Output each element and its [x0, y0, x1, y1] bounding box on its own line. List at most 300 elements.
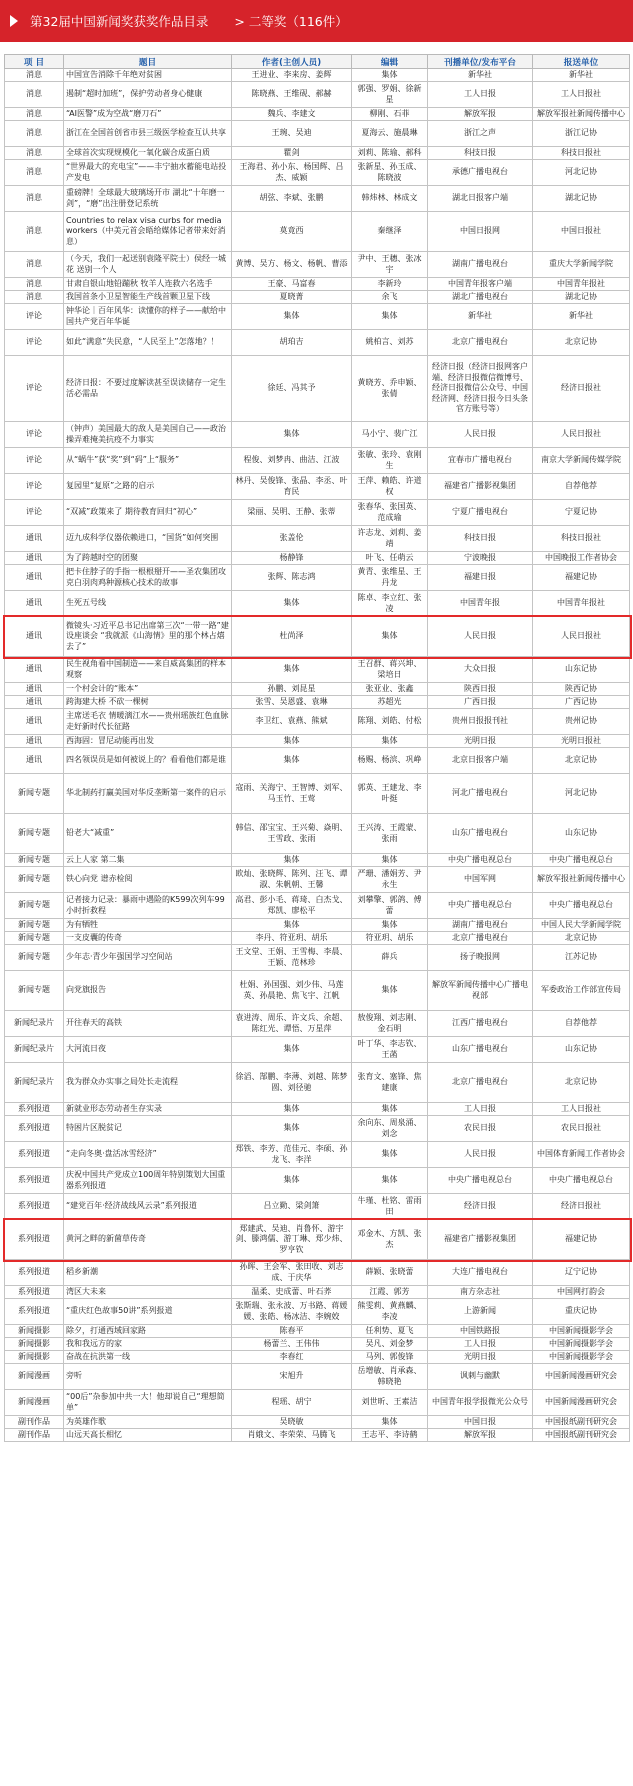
cell-editors: 邓金木、方凯、张杰 [352, 1220, 428, 1260]
cell-title: 开往春天的高铁 [64, 1011, 232, 1037]
cell-authors: 集体 [232, 919, 352, 932]
table-row [5, 709, 630, 735]
table-row [5, 108, 630, 121]
cell-submitter: 解放军报社新闻传播中心 [533, 867, 630, 893]
cell-publisher: 农民日报 [428, 1116, 533, 1142]
cell-category: 新闻专题 [5, 867, 64, 893]
cell-publisher: 承德广播电视台 [428, 160, 533, 186]
cell-publisher: 中央广播电视总台 [428, 854, 533, 867]
cell-submitter: 山东记协 [533, 814, 630, 854]
cell-authors: 韩信、邵宝宝、王兴菊、焱明、王雪政、张雨 [232, 814, 352, 854]
cell-submitter: 北京记协 [533, 330, 630, 356]
cell-submitter: 中国青年报社 [533, 278, 630, 291]
table-row [5, 696, 630, 709]
cell-authors: 陈晓燕、王维砚、郝赫 [232, 82, 352, 108]
cell-publisher: 科技日报 [428, 147, 533, 160]
table-row [5, 291, 630, 304]
cell-publisher: 新华社 [428, 304, 533, 330]
cell-editors: 张春华、张国英、范成瑜 [352, 500, 428, 526]
table-row [5, 121, 630, 147]
table-row [5, 1037, 630, 1063]
cell-publisher: 经济日报 [428, 1194, 533, 1220]
cell-authors: 夏晓菁 [232, 291, 352, 304]
cell-authors: 吴晓敏 [232, 1416, 352, 1429]
cell-editors: 集体 [352, 1103, 428, 1116]
table-row [5, 1390, 630, 1416]
cell-authors: 徐滔、郜鹏、李薄、刘越、陈梦圆、刘径驰 [232, 1063, 352, 1103]
cell-category: 新闻专题 [5, 932, 64, 945]
cell-title: 为有牺牲 [64, 919, 232, 932]
table-row [5, 1286, 630, 1299]
cell-publisher: 广西日报 [428, 696, 533, 709]
cell-publisher: 中央广播电视总台 [428, 1168, 533, 1194]
cell-title: 复园里“复原”之路的启示 [64, 474, 232, 500]
cell-editors: 集体 [352, 971, 428, 1011]
table-row [5, 814, 630, 854]
cell-authors: 李丹、符亚玥、胡乐 [232, 932, 352, 945]
cell-editors: 许志龙、刘莉、姜靖 [352, 526, 428, 552]
table-row [5, 82, 630, 108]
cell-title: 从“蜗牛”获“奖”到“码”上“服务” [64, 448, 232, 474]
cell-authors: 集体 [232, 1037, 352, 1063]
cell-publisher: 解放军报 [428, 108, 533, 121]
cell-category: 新闻专题 [5, 893, 64, 919]
cell-publisher: 山东广播电视台 [428, 1037, 533, 1063]
cell-title: 旁听 [64, 1364, 232, 1390]
cell-publisher: 上游新闻 [428, 1299, 533, 1325]
cell-authors: 欧灿、张晓辉、陈列、汪飞、谭淑、朱帆朝、王馨 [232, 867, 352, 893]
table-row [5, 330, 630, 356]
cell-submitter: 山东记协 [533, 657, 630, 683]
cell-editors: 叶飞、任萌云 [352, 552, 428, 565]
table-row [5, 1011, 630, 1037]
cell-submitter: 广西记协 [533, 696, 630, 709]
cell-authors: 郑铁、李芳、范佳元、李硕、孙龙飞、李洋 [232, 1142, 352, 1168]
cell-authors: 王进业、李来房、姜辉 [232, 69, 352, 82]
cell-category: 新闻摄影 [5, 1351, 64, 1364]
table-row [5, 1103, 630, 1116]
cell-editors: 郭强、罗娟、徐新星 [352, 82, 428, 108]
cell-authors: 袁进涛、周乐、许文兵、余超、陈红光、谭悟、万星萍 [232, 1011, 352, 1037]
header-publisher: 刊播单位/发布平台 [428, 55, 533, 69]
table-row [5, 252, 630, 278]
cell-publisher: 人民日报 [428, 1142, 533, 1168]
cell-category: 副刊作品 [5, 1416, 64, 1429]
cell-editors: 柳刚、石菲 [352, 108, 428, 121]
cell-category: 副刊作品 [5, 1429, 64, 1442]
cell-category: 通讯 [5, 709, 64, 735]
cell-title: 山远天高长相忆 [64, 1429, 232, 1442]
cell-submitter: 中国报纸副刊研究会 [533, 1429, 630, 1442]
cell-editors: 陈卓、李立红、张凌 [352, 591, 428, 617]
cell-category: 系列报道 [5, 1142, 64, 1168]
cell-editors: 刘攀擎、郭鸽、傅蕾 [352, 893, 428, 919]
table-row [5, 893, 630, 919]
cell-title: 铅老大“减重” [64, 814, 232, 854]
cell-category: 评论 [5, 448, 64, 474]
cell-category: 消息 [5, 108, 64, 121]
cell-title: （今天，我们一起送别袁隆平院士）侯经一城花 送别一个人 [64, 252, 232, 278]
cell-title: 华北制药打赢美国对华反垄断第一案件的启示 [64, 774, 232, 814]
cell-editors: 陈翔、刘皓、付松 [352, 709, 428, 735]
cell-publisher: 湖北日报客户端 [428, 186, 533, 212]
cell-category: 新闻专题 [5, 814, 64, 854]
cell-authors: 程俊、刘梦冉、曲洁、江波 [232, 448, 352, 474]
cell-publisher: 宁夏广播电视台 [428, 500, 533, 526]
cell-title: 铁心向党 谱赤检阅 [64, 867, 232, 893]
cell-editors: 叶丁华、李志钦、王菡 [352, 1037, 428, 1063]
cell-category: 评论 [5, 330, 64, 356]
cell-title: （钟声）美国最大的敌人是美国自己——政治操弄难掩美抗疫不力事实 [64, 422, 232, 448]
cell-submitter: 湖北记协 [533, 291, 630, 304]
cell-publisher: 湖北广播电视台 [428, 291, 533, 304]
cell-publisher: 大连广播电视台 [428, 1260, 533, 1286]
cell-authors: 胡珀吉 [232, 330, 352, 356]
cell-title: 湾区大未来 [64, 1286, 232, 1299]
cell-publisher: 科技日报 [428, 526, 533, 552]
cell-title: 遏制“超时加班”，保护劳动者身心健康 [64, 82, 232, 108]
cell-authors: 集体 [232, 1103, 352, 1116]
cell-title: Countries to relax visa curbs for media workers（中美元首会晤给媒体记者带来好消息） [64, 212, 232, 252]
cell-editors: 敖俊翔、刘志刚、金石明 [352, 1011, 428, 1037]
table-row [5, 147, 630, 160]
cell-submitter: 河北记协 [533, 774, 630, 814]
cell-category: 评论 [5, 500, 64, 526]
cell-submitter: 湖北记协 [533, 186, 630, 212]
cell-authors: 胡弦、李斌、张鹏 [232, 186, 352, 212]
cell-title: 如此“满意”失民意，“人民至上”怎落地？！ [64, 330, 232, 356]
triangle-icon [10, 15, 18, 27]
cell-editors: 余向东、周泉涌、刘念 [352, 1116, 428, 1142]
cell-publisher: 河北广播电视台 [428, 774, 533, 814]
cell-editors: 集体 [352, 1168, 428, 1194]
table-row [5, 1429, 630, 1442]
banner-title: 第32届中国新闻奖获奖作品目录 [30, 14, 209, 29]
cell-submitter: 宁夏记协 [533, 500, 630, 526]
cell-editors: 尹中、王穗、张冰宇 [352, 252, 428, 278]
cell-category: 通讯 [5, 748, 64, 774]
cell-editors: 郭英、王建龙、李叶挺 [352, 774, 428, 814]
cell-publisher: 中国青年报学报微光公众号 [428, 1390, 533, 1416]
cell-editors: 熊雯莉、黄燕麟、李凌 [352, 1299, 428, 1325]
table-row [5, 735, 630, 748]
cell-title: 主席送毛衣 情暖漓江水——贵州瑶族红色血脉走好新时代长征路 [64, 709, 232, 735]
cell-submitter: 人民日报社 [533, 422, 630, 448]
table-row [5, 186, 630, 212]
cell-submitter: 中国网打韵会 [533, 1286, 630, 1299]
cell-category: 新闻纪录片 [5, 1011, 64, 1037]
cell-category: 消息 [5, 82, 64, 108]
cell-publisher: 工人日报 [428, 82, 533, 108]
cell-title: “建党百年·经济战线风云录”系列报道 [64, 1194, 232, 1220]
table-row [5, 1351, 630, 1364]
cell-publisher: 宜春市广播电视台 [428, 448, 533, 474]
cell-authors: 集体 [232, 422, 352, 448]
cell-category: 通讯 [5, 552, 64, 565]
cell-publisher: 工人日报 [428, 1338, 533, 1351]
cell-editors: 张育文、塞锋、焦建康 [352, 1063, 428, 1103]
cell-authors: 李春红 [232, 1351, 352, 1364]
cell-editors: 余飞 [352, 291, 428, 304]
cell-title: 微镜头·习近平总书记出席第三次“一带一路”建设座谈会 “我就派《山海情》里的那个林占熺去了” [64, 617, 232, 657]
cell-category: 新闻专题 [5, 774, 64, 814]
cell-editors: 任利势、夏飞 [352, 1325, 428, 1338]
table-row [5, 932, 630, 945]
cell-category: 系列报道 [5, 1116, 64, 1142]
cell-title: 生死五号线 [64, 591, 232, 617]
cell-category: 消息 [5, 252, 64, 278]
cell-editors: 集体 [352, 735, 428, 748]
cell-publisher: 北京广播电视台 [428, 330, 533, 356]
cell-authors: 王豪、马富春 [232, 278, 352, 291]
cell-category: 评论 [5, 422, 64, 448]
cell-authors: 王文堂、王娟、王雪梅、李晨、王颖、范林珍 [232, 945, 352, 971]
cell-editors: 刘世昕、王素洁 [352, 1390, 428, 1416]
cell-authors: 寇雨、关海宁、王智博、刘军、马玉竹、王莺 [232, 774, 352, 814]
cell-authors: 集体 [232, 1116, 352, 1142]
cell-submitter: 中央广播电视总台 [533, 854, 630, 867]
cell-title: “世界最大的充电宝”——丰宁抽水蓄能电站投产发电 [64, 160, 232, 186]
cell-category: 系列报道 [5, 1286, 64, 1299]
cell-publisher: 中国铁路报 [428, 1325, 533, 1338]
cell-title: 四名领误员是如何被说上的？看看他们都是谁 [64, 748, 232, 774]
cell-authors: 王琬、吴迪 [232, 121, 352, 147]
cell-submitter: 经济日报社 [533, 1194, 630, 1220]
cell-editors: 集体 [352, 854, 428, 867]
cell-editors: 集体 [352, 617, 428, 657]
table-row [5, 304, 630, 330]
cell-editors: 黄青、张维星、王丹龙 [352, 565, 428, 591]
table-row [5, 919, 630, 932]
table-row [5, 474, 630, 500]
cell-editors: 韩炜林、林成文 [352, 186, 428, 212]
cell-editors: 王萍、赖皓、许道权 [352, 474, 428, 500]
cell-submitter: 中国人民大学新闻学院 [533, 919, 630, 932]
cell-editors: 集体 [352, 1416, 428, 1429]
cell-authors: 徐廷、冯其予 [232, 356, 352, 422]
cell-submitter: 新华社 [533, 69, 630, 82]
cell-title: 我为群众办实事之局处长走流程 [64, 1063, 232, 1103]
cell-category: 新闻纪录片 [5, 1063, 64, 1103]
cell-editors: 薛兵 [352, 945, 428, 971]
cell-category: 消息 [5, 291, 64, 304]
cell-title: 民生视角看中国制造——来自威高集团的样本观察 [64, 657, 232, 683]
cell-publisher: 中国日报网 [428, 212, 533, 252]
cell-title: 我国首条小卫星智能生产线首颗卫星下线 [64, 291, 232, 304]
table-row [5, 278, 630, 291]
cell-submitter: 河北记协 [533, 160, 630, 186]
cell-category: 通讯 [5, 735, 64, 748]
cell-category: 消息 [5, 278, 64, 291]
cell-editors: 张亚业、张鑫 [352, 683, 428, 696]
cell-authors: 集体 [232, 1168, 352, 1194]
cell-publisher: 人民日报 [428, 617, 533, 657]
cell-authors: 王海君、孙小东、杨国辉、吕杰、威颖 [232, 160, 352, 186]
cell-publisher: 新华社 [428, 69, 533, 82]
cell-submitter: 中央广播电视总台 [533, 893, 630, 919]
cell-category: 系列报道 [5, 1299, 64, 1325]
cell-title: 庆祝中国共产党成立100周年特别策划大国重器系列报道 [64, 1168, 232, 1194]
cell-submitter: 中国晚报工作者协会 [533, 552, 630, 565]
cell-publisher: 湖南广播电视台 [428, 919, 533, 932]
cell-title: 迈九成科学仪器依赖进口，“国货”如何突围 [64, 526, 232, 552]
cell-category: 通讯 [5, 565, 64, 591]
table-row [5, 565, 630, 591]
cell-title: 全球首次实现规模化一氧化碳合成蛋白质 [64, 147, 232, 160]
cell-submitter: 贵州记协 [533, 709, 630, 735]
cell-publisher: 经济日报（经济日报网客户端、经济日报微信微博号、经济日报微信公众号、中国经济网、经济日报今日头条官方账号等） [428, 356, 533, 422]
table-row [5, 212, 630, 252]
cell-publisher: 北京日报客户端 [428, 748, 533, 774]
cell-authors: 集体 [232, 304, 352, 330]
cell-title: 稻乡新潮 [64, 1260, 232, 1286]
cell-title: “00后”杂参加中共一大！他却说自己“理想简单” [64, 1390, 232, 1416]
cell-editors: 吴凡、刘金梦 [352, 1338, 428, 1351]
cell-editors: 黄晓芳、乔申颖、张倩 [352, 356, 428, 422]
table-row [5, 1299, 630, 1325]
cell-publisher: 工人日报 [428, 1103, 533, 1116]
table-row [5, 774, 630, 814]
cell-category: 新闻专题 [5, 945, 64, 971]
table-row [5, 356, 630, 422]
cell-publisher: 南方杂志社 [428, 1286, 533, 1299]
table-row [5, 1116, 630, 1142]
page-banner [0, 0, 633, 42]
cell-editors: 王志平、李诗鹤 [352, 1429, 428, 1442]
cell-editors: 苏超光 [352, 696, 428, 709]
cell-category: 消息 [5, 186, 64, 212]
table-row [5, 1416, 630, 1429]
table-row [5, 617, 630, 657]
table-row [5, 69, 630, 82]
cell-title: 重磅牌！全球最大玻璃场开市 湖北“十年磨一剑”，“磨”出注册登记系统 [64, 186, 232, 212]
cell-authors: 集体 [232, 735, 352, 748]
cell-title: 向党旗报告 [64, 971, 232, 1011]
table-row [5, 1338, 630, 1351]
cell-authors: 张辉、陈志鸿 [232, 565, 352, 591]
cell-submitter: 福建记协 [533, 1220, 630, 1260]
cell-title: 记者接力记录：暴雨中遇险的K599次列车99小时折救程 [64, 893, 232, 919]
cell-publisher: 中国青年报 [428, 591, 533, 617]
cell-title: 少年志·青少年强国学习空间站 [64, 945, 232, 971]
cell-category: 新闻漫画 [5, 1364, 64, 1390]
cell-submitter: 科技日报社 [533, 526, 630, 552]
cell-authors: 孙鹏、刘昆星 [232, 683, 352, 696]
cell-editors: 马小宁、裴广江 [352, 422, 428, 448]
cell-publisher: 大众日报 [428, 657, 533, 683]
table-row [5, 422, 630, 448]
cell-category: 系列报道 [5, 1168, 64, 1194]
cell-category: 通讯 [5, 617, 64, 657]
cell-category: 新闻专题 [5, 854, 64, 867]
cell-publisher: 解放军新闻传播中心广播电视部 [428, 971, 533, 1011]
cell-category: 通讯 [5, 526, 64, 552]
cell-authors: 张斯瑞、张永波、万书路、蒋媛媛、张皓、杨冰洁、李婉姣 [232, 1299, 352, 1325]
cell-title: 大河流日夜 [64, 1037, 232, 1063]
cell-submitter: 中国体育新闻工作者协会 [533, 1142, 630, 1168]
cell-authors: 杜尚泽 [232, 617, 352, 657]
cell-title: 除夕，打通西域回家路 [64, 1325, 232, 1338]
cell-authors: 林丹、吴俊锋、张晶、李丞、叶育民 [232, 474, 352, 500]
cell-title: 西海固：冒尼动能再出发 [64, 735, 232, 748]
cell-title: 一支皮囊的传奇 [64, 932, 232, 945]
cell-category: 消息 [5, 121, 64, 147]
cell-authors: 集体 [232, 748, 352, 774]
cell-category: 通讯 [5, 591, 64, 617]
cell-category: 新闻纪录片 [5, 1037, 64, 1063]
cell-submitter: 重庆大学新闻学院 [533, 252, 630, 278]
cell-submitter: 科技日报社 [533, 147, 630, 160]
table-row [5, 657, 630, 683]
cell-title: 甘肃自银山地铅蹦秋 牧羊人连救六名选手 [64, 278, 232, 291]
cell-authors: 杨蕾兰、王伟伟 [232, 1338, 352, 1351]
table-header-row [5, 55, 630, 69]
cell-editors: 马列、郭俊锋 [352, 1351, 428, 1364]
cell-title: 奋战在抗洪第一线 [64, 1351, 232, 1364]
cell-publisher: 福建省广播影视集团 [428, 1220, 533, 1260]
cell-publisher: 讽刺与幽默 [428, 1364, 533, 1390]
header-category: 项 目 [5, 55, 64, 69]
cell-editors: 严珊、潘娟芳、尹永生 [352, 867, 428, 893]
cell-publisher: 扬子晚报网 [428, 945, 533, 971]
header-authors: 作者(主创人员) [232, 55, 352, 69]
cell-submitter: 人民日报社 [533, 617, 630, 657]
cell-publisher: 光明日报 [428, 1351, 533, 1364]
cell-category: 消息 [5, 160, 64, 186]
cell-category: 系列报道 [5, 1194, 64, 1220]
cell-submitter: 北京记协 [533, 932, 630, 945]
cell-submitter: 辽宁记协 [533, 1260, 630, 1286]
header-submitter: 报送单位 [533, 55, 630, 69]
table-row [5, 1364, 630, 1390]
cell-publisher: 宁波晚报 [428, 552, 533, 565]
cell-title: 浙江在全国首创省市县三级医学检查互认共享 [64, 121, 232, 147]
cell-submitter: 中国新闻摄影学会 [533, 1351, 630, 1364]
cell-authors: 魏兵、李建文 [232, 108, 352, 121]
cell-submitter: 经济日报社 [533, 356, 630, 422]
cell-title: 经济日报：不要过度解读甚至误读储存一定生活必需品 [64, 356, 232, 422]
cell-editors: 夏海云、施晨琳 [352, 121, 428, 147]
cell-editors: 集体 [352, 69, 428, 82]
cell-editors: 薛颖、张晓蕾 [352, 1260, 428, 1286]
table-row [5, 867, 630, 893]
cell-publisher: 中国军网 [428, 867, 533, 893]
cell-publisher: 北京广播电视台 [428, 1063, 533, 1103]
table-row [5, 1142, 630, 1168]
cell-title: 一个村会计的“账本” [64, 683, 232, 696]
table-row [5, 945, 630, 971]
table-row [5, 1325, 630, 1338]
cell-title: 我和我远方的家 [64, 1338, 232, 1351]
cell-submitter: 重庆记协 [533, 1299, 630, 1325]
cell-submitter: 中国新闻摄影学会 [533, 1325, 630, 1338]
cell-submitter: 新华社 [533, 304, 630, 330]
cell-title: “AI医警”成为空战“磨刀石” [64, 108, 232, 121]
cell-submitter: 浙江记协 [533, 121, 630, 147]
cell-submitter: 北京记协 [533, 748, 630, 774]
cell-authors: 高君、彭小毛、蒋琦、白杰戈、郑凯、廖松平 [232, 893, 352, 919]
cell-editors: 集体 [352, 1142, 428, 1168]
cell-authors: 黄博、吴方、杨文、杨帆、曹添 [232, 252, 352, 278]
cell-publisher: 浙江之声 [428, 121, 533, 147]
cell-editors: 秦继泽 [352, 212, 428, 252]
cell-title: 为英雄作歌 [64, 1416, 232, 1429]
cell-submitter: 福建记协 [533, 565, 630, 591]
cell-submitter: 工人日报社 [533, 82, 630, 108]
cell-category: 评论 [5, 474, 64, 500]
cell-authors: 梁丽、吴明、王静、张蒂 [232, 500, 352, 526]
cell-category: 消息 [5, 69, 64, 82]
